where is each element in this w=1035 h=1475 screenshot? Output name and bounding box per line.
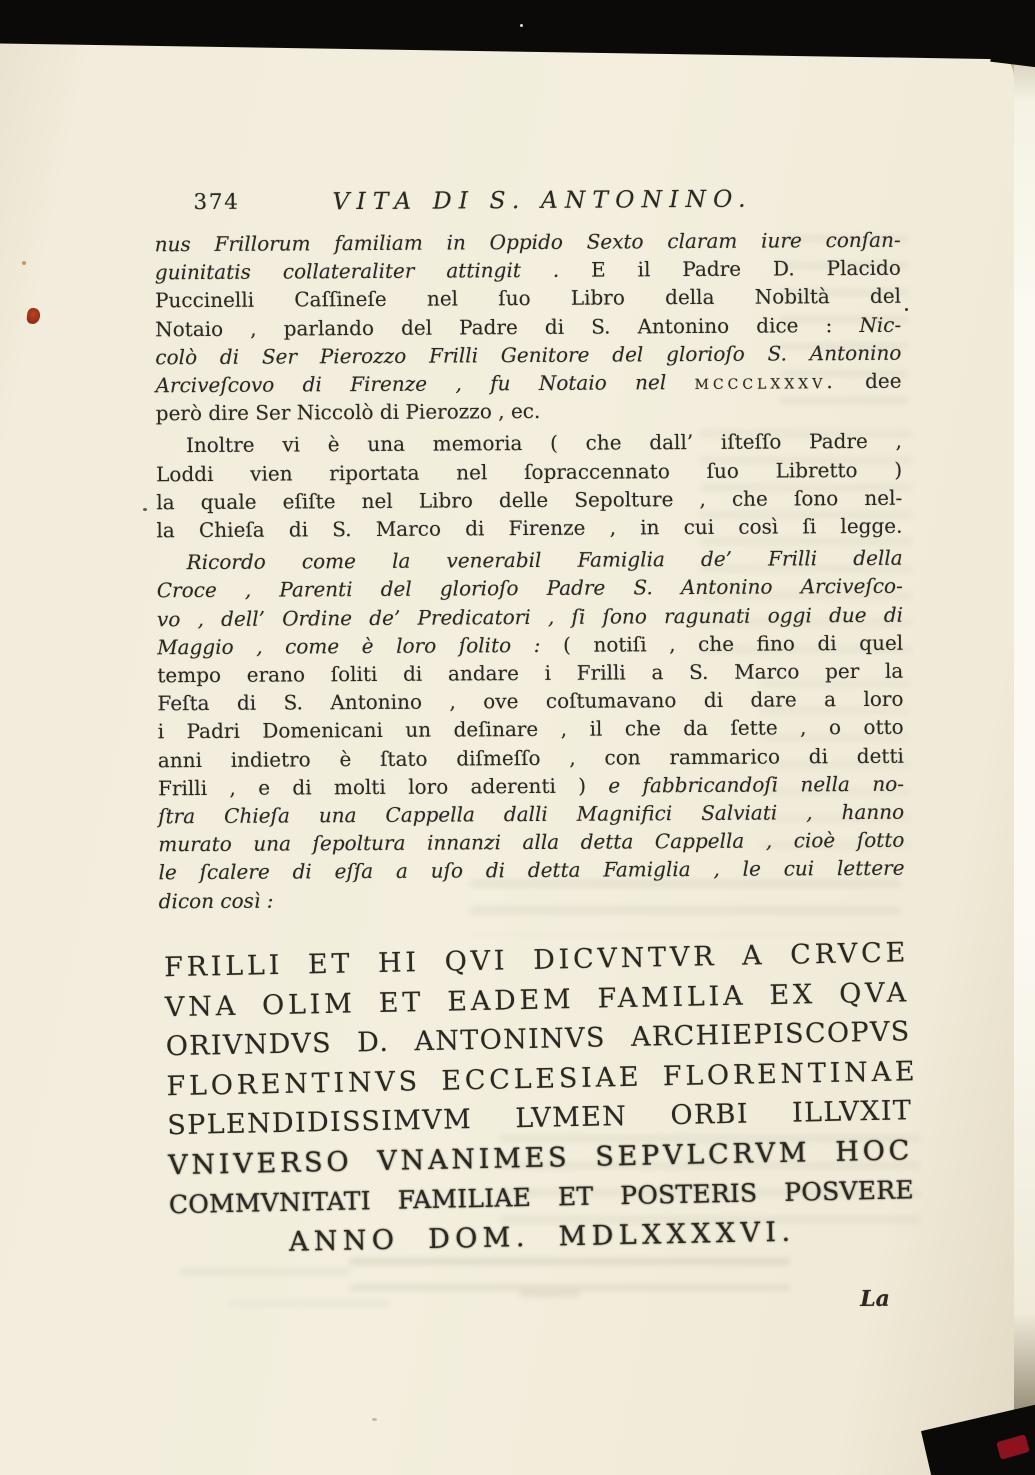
roman-text: la quale eſiſte nel Libro delle Sepolture , che ſono nel- (156, 485, 903, 515)
text-line (155, 282, 901, 315)
roman-text: Puccinelli Caſſineſe nel ſuo Libro della Nobiltà del (154, 284, 902, 313)
paragraph (155, 226, 902, 428)
running-title: VITA DI S. ANTONINO. (332, 184, 753, 216)
italic-text: nus Frillorum familiam in Oppido Sexto claram iure conſan- (154, 227, 901, 257)
text-line (155, 254, 901, 287)
text-line (157, 572, 903, 605)
text-line (156, 484, 902, 517)
inscription-line: VNIVERSO VNANIMES SEPVLCRVM HOC (167, 1134, 914, 1181)
text-line (155, 339, 901, 372)
text-line (156, 395, 902, 428)
italic-text: Maggio , come è loro ſolito : (157, 632, 564, 660)
text-line (157, 685, 903, 718)
italic-text: Nic- (859, 312, 902, 337)
inscription-line: VNA OLIM ET EADEM FAMILIA EX QVA (164, 976, 911, 1023)
text-line (158, 770, 904, 803)
text-line (155, 367, 901, 400)
roman-text: però dire Ser Niccolò di Pierozzo , ec. (155, 399, 541, 426)
text-line (157, 600, 903, 633)
inscription-line: ANNO DOM. MDLXXXXVI. (288, 1216, 796, 1258)
roman-text: anni indietro è ſtato diſmeſſo , con rammarico di detti (157, 743, 904, 772)
text-line (158, 798, 904, 831)
roman-text: la Chieſa di S. Marco di Firenze , in cui così ſi legge. (156, 513, 903, 543)
roman-text: Loddi vien riportata nel ſopraccennato ſuo Libretto ) (156, 457, 903, 486)
italic-text: Arciveſcovo di Firenze , fu Notaio nel (155, 370, 695, 398)
catchword: La (860, 1285, 890, 1312)
italic-text: Ricordo come la venerabil Famiglia de’ Frilli della (186, 545, 903, 575)
roman-text: dee (836, 368, 902, 394)
text-line (156, 427, 902, 460)
italic-text: colò di Ser Pierozzo Frilli Genitore del glorioſo S. Antonino (155, 340, 902, 370)
italic-text: vo , dell’ Ordine de’ Predicatori , ſi ſono ragunati oggi due di (156, 602, 904, 631)
inscription (163, 933, 919, 1264)
roman-text: Frilli , e di molti loro aderenti ) (157, 773, 609, 801)
body-text (155, 226, 905, 915)
roman-text: ( notiſi , che fino di quel (562, 630, 904, 657)
text-line (159, 882, 905, 915)
inscription-line: COMMVNITATI FAMILIAE ET POSTERIS POSVERE (168, 1175, 915, 1220)
text-line (156, 455, 902, 488)
roman-text: Inoltre vi è una memoria ( che dall’ iſteſſo Padre , (185, 429, 902, 458)
roman-text: tempo erano ſoliti di andare i Frilli a S. Marco per la (157, 658, 904, 688)
italic-text: le ſcalere di eſſa a uſo di detta Famiglia , le cui lettere (158, 856, 905, 885)
text-line (156, 512, 902, 545)
text-line (158, 741, 904, 774)
text-line (157, 629, 903, 662)
italic-text: dicon così : (158, 888, 274, 913)
paragraph (157, 544, 905, 915)
inscription-line: ORIVNDVS D. ANTONINVS ARCHIEPISCOPVS (165, 1016, 911, 1063)
italic-text: ſtra Chieſa una Cappella dalli Magnifici Salviati , hanno (158, 799, 905, 829)
text-line (158, 854, 904, 887)
text-line (157, 657, 903, 690)
roman-text: Notaio , parlando del Padre di S. Antonino dice : (155, 312, 860, 341)
text-line (158, 713, 904, 746)
dust-speck (520, 24, 523, 27)
text-line (157, 544, 903, 577)
italic-text: e fabbricandoſi nella no- (608, 771, 905, 798)
italic-text: Croce , Parenti del glorioſo Padre S. Antonino Arciveſco- (156, 574, 903, 603)
page-number: 374 (193, 189, 240, 216)
italic-text: murato una ſepoltura innanzi alla detta Cappella , cioè ſotto (158, 827, 905, 857)
inscription-line: SPLENDIDISSIMVM LVMEN ORBI ILLVXIT (167, 1095, 913, 1142)
text-line (155, 310, 901, 343)
roman-text: E il Padre D. Placido (591, 255, 901, 282)
inscription-line: FLORENTINVS ECCLESIAE FLORENTINAE (166, 1055, 919, 1102)
text-line (158, 826, 904, 859)
smallcaps-numeral: mccclxxxv. (694, 369, 837, 395)
text-line (155, 226, 901, 259)
inscription-line: FRILLI ET HI QVI DICVNTVR A CRVCE (163, 937, 910, 984)
paragraph (156, 427, 903, 544)
italic-text: guinitatis collateraliter attingit . (154, 257, 592, 285)
roman-text: i Padri Domenicani un deſinare , il che da ſette , o otto (157, 715, 904, 744)
roman-text: Feſta di S. Antonino , ove coſtumavano di dare a loro (157, 686, 904, 716)
